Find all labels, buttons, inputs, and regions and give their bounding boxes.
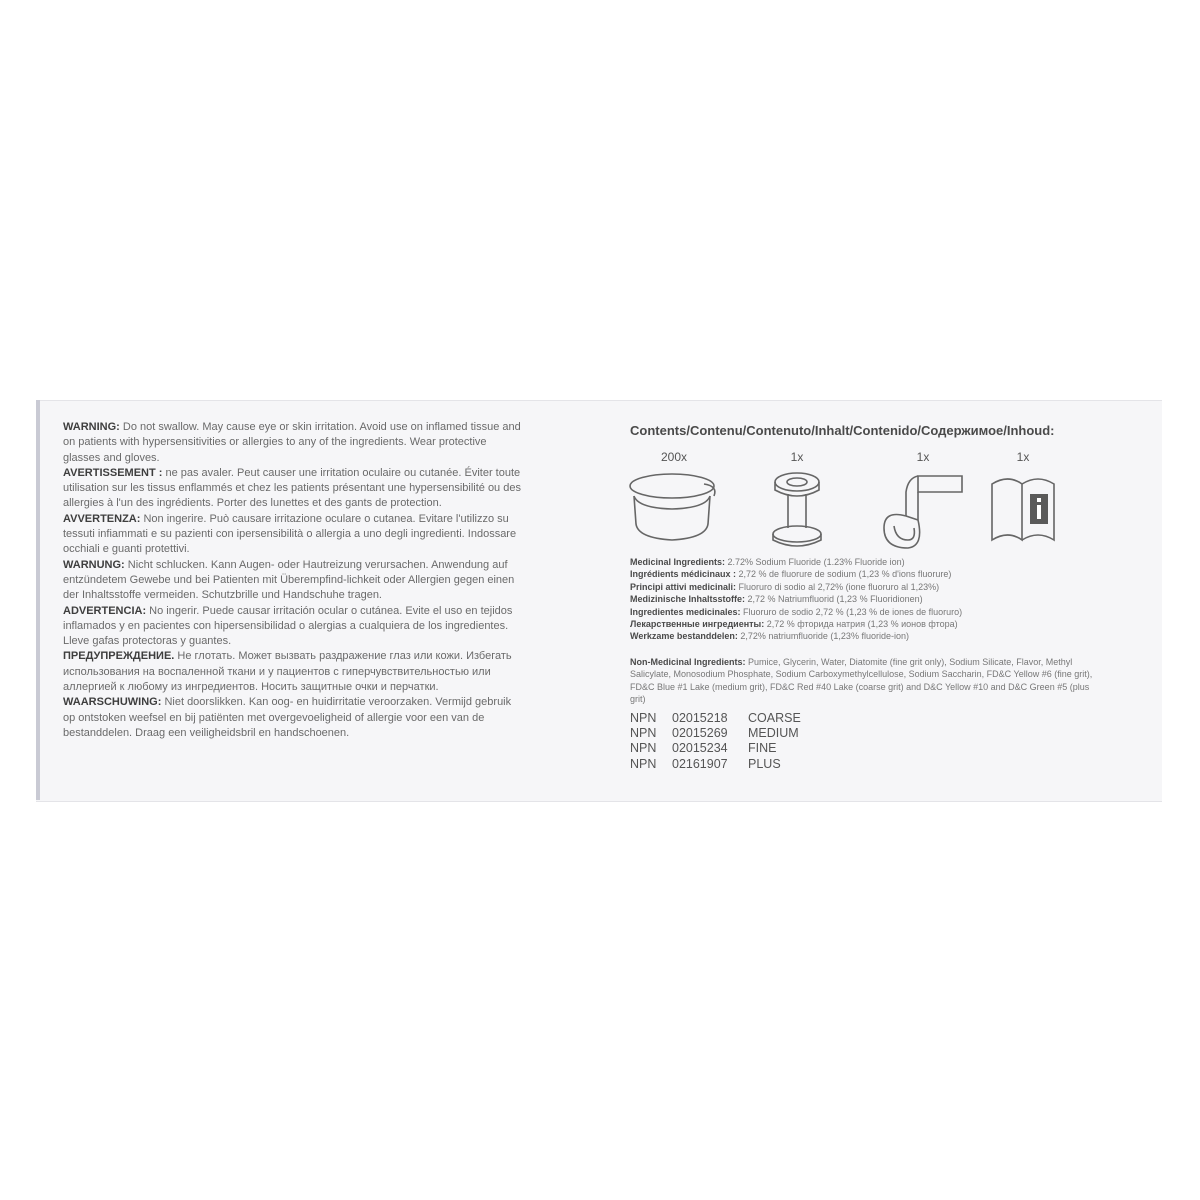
item-qty: 1x: [1016, 450, 1030, 464]
contents-title: Contents/Contenu/Contenuto/Inhalt/Contenido/Содержимое/Inhoud:: [630, 423, 1055, 438]
ring-holder-icon: [762, 470, 832, 552]
warning-nl: WAARSCHUWING: Niet doorslikken. Kan oog- en huidirritatie veroorzaken. Vermijd gebruik op ontstoken weefsel en bij patiënten met overgevoeligheid of allergie voor een van de bestanddelen. Draag een veiligheidsbril en handschoenen.: [63, 696, 512, 739]
warning-de: WARNUNG: Nicht schlucken. Kann Augen- oder Hautreizung verursachen. Anwendung auf entzündetem Gewebe und bei Patienten mit Überempfind-lichkeit oder Allergien gegen einen der Inhaltsstoffe vermeiden. Schutzbrille und Handschuhe tragen.: [63, 558, 515, 602]
contents-item-leaflet: [988, 450, 1058, 544]
warning-ru: ПРЕДУПРЕЖДЕНИЕ. Не глотать. Может вызвать раздражение глаз или кожи. Избегать использования на воспаленной ткани и у пациентов с гиперчувствительностью или аллергией к любому из ингредиентов. Носить защитные очки и перчатки.: [63, 650, 512, 694]
non-medicinal-ingredients: Non-Medicinal Ingredients: Pumice, Glycerin, Water, Diatomite (fine grit only), Sodium Silicate, Flavor, Methyl Salicylate, Monosodium Phosphate, Sodium Carboxymethylcellulose, Sodium Saccharin, FD&C Yellow #6 (fine grit), FD&C Blue #1 Lake (medium grit), FD&C Red #40 Lake (coarse grit) and D&C Yellow #10 and D&C Green #5 (plus grit): [630, 657, 1093, 705]
warning-es: ADVERTENCIA: No ingerir. Puede causar irritación ocular o cutánea. Evite el uso en tejidos inflamados y en pacientes con hipersensibilidad o alergias a cualquiera de los ingredientes. Lleve gafas protectoras y guantes.: [63, 604, 513, 648]
warning-it: AVVERTENZA: Non ingerire. Può causare irritazione oculare o cutanea. Evitare l'utilizzo su tessuti infiammati e su pazienti con ipersensibilità o allergia a uno degli ingredienti. Indossare occhiali e guanti protettivi.: [63, 512, 517, 556]
item-qty: 200x: [660, 450, 688, 464]
contents-item-ring: [762, 450, 832, 552]
ingredient-line: Ingrédients médicinaux : 2,72 % de fluorure de sodium (1,23 % d'ions fluorure): [630, 569, 952, 580]
item-qty: 1x: [916, 450, 930, 464]
npn-row: NPN 02015234 FINE: [630, 741, 777, 756]
package-edge: [36, 400, 40, 800]
warning-fr: AVERTISSEMENT : ne pas avaler. Peut causer une irritation oculaire ou cutanée. Éviter toute utilisation sur les tissus enflammés et chez les patients présentant une hypersensibilité ou des allergies à l'un des ingrédients. Porter des lunettes et des gants de protection.: [63, 466, 521, 510]
npn-row: NPN 02161907 PLUS: [630, 756, 781, 771]
ingredient-line: Medicinal Ingredients: 2.72% Sodium Fluoride (1.23% Fluoride ion): [630, 557, 905, 567]
finger-strap-icon: [878, 470, 968, 552]
npn-row: NPN 02015269 MEDIUM: [630, 726, 799, 741]
prophy-cup-icon: [626, 470, 722, 544]
ingredient-line: Лекарственные ингредиенты: 2,72 % фторида натрия (1,23 % ионов фтора): [630, 619, 958, 630]
npn-row: NPN 02015218 COARSE: [630, 711, 801, 725]
contents-item-strap: [878, 450, 968, 552]
ingredient-line: Medizinische Inhaltsstoffe: 2,72 % Natriumfluorid (1,23 % Fluoridionen): [630, 594, 923, 605]
ingredient-line: Principi attivi medicinali: Fluoruro di sodio al 2,72% (ione fluoruro al 1,23%): [630, 581, 940, 592]
ingredient-line: Werkzame bestanddelen: 2,72% natriumfluoride (1,23% fluoride-ion): [630, 631, 909, 642]
contents-item-cups: [626, 450, 722, 544]
ingredient-line: Ingredientes medicinales: Fluoruro de sodio 2,72 % (1,23 % de iones de fluoruro): [630, 606, 963, 617]
info-leaflet-icon: [988, 470, 1058, 544]
warnings-block: [63, 420, 523, 741]
item-qty: 1x: [790, 450, 804, 464]
warning-en: WARNING: Do not swallow. May cause eye or skin irritation. Avoid use on inflamed tissue and on patients with hypersensitivities or allergies to any of the ingredients. Wear protective glasses and gloves.: [63, 421, 521, 464]
npn-list: [630, 711, 801, 772]
medicinal-ingredients: [630, 556, 1090, 643]
